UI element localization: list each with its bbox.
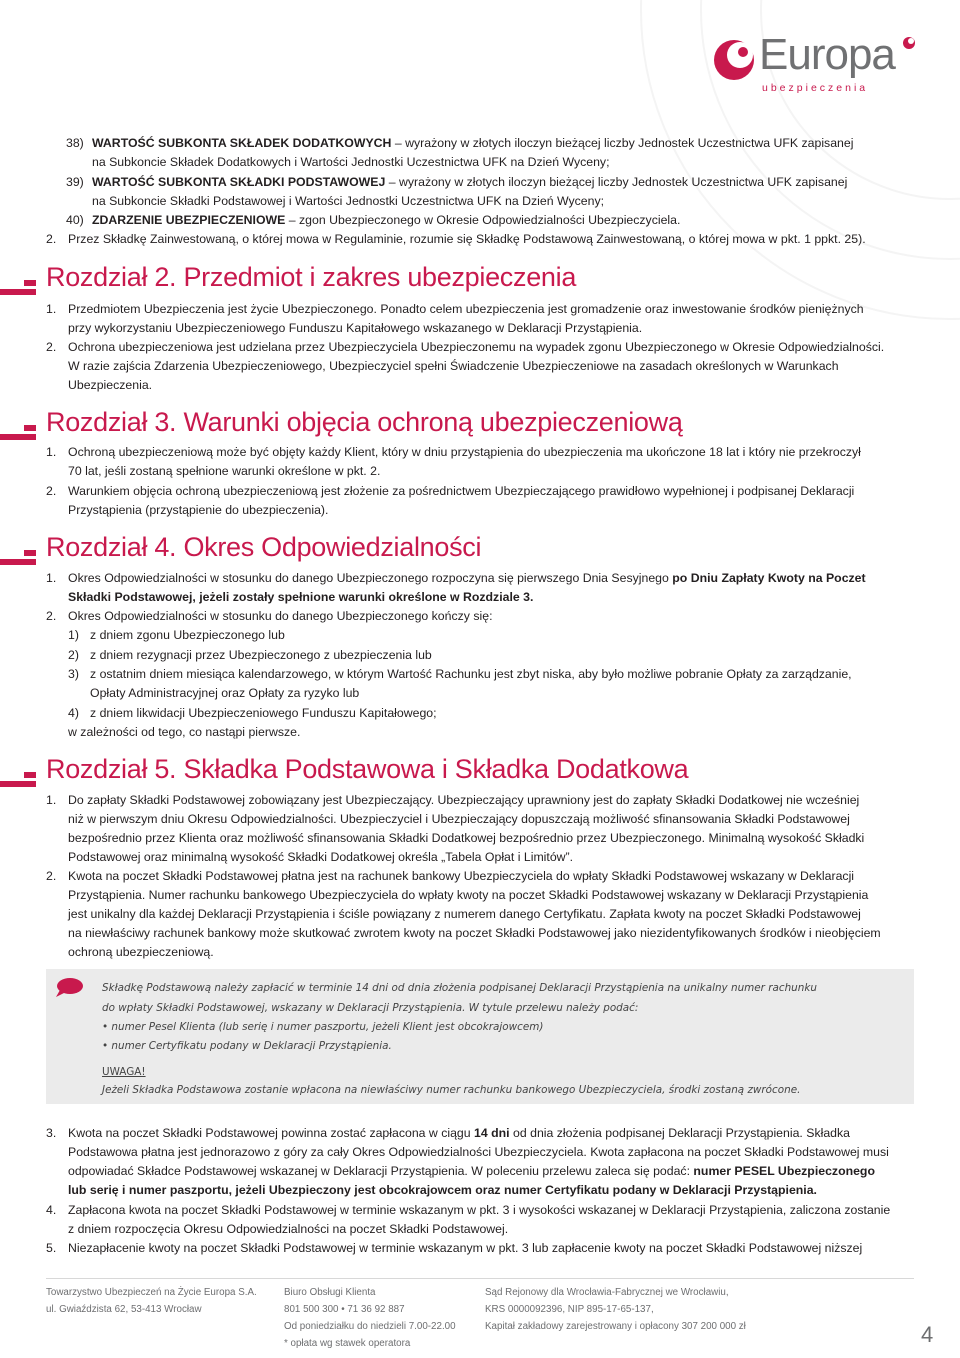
footer-contact-phone: 801 500 300 • 71 36 92 887 — [284, 1304, 405, 1315]
footer-contact-hours: Od poniedziałku do niedzieli 7.00-22.00 — [284, 1321, 456, 1332]
info-note-box — [46, 969, 914, 1104]
ch5-p5-line1: Niezapłacenie kwoty na poczet Składki Podstawowej w terminie wskazanym w pkt. 3 lub zapłacenie kwoty na poczet Składki Podstawowej niższej — [68, 1241, 863, 1255]
ch5-p2-line1: Kwota na poczet Składki Podstawowej płatna jest na rachunek bankowy Ubezpieczyciela do wpłaty Składki Podstawowej wskazany w Deklaracji — [68, 869, 855, 883]
heading-marker — [0, 289, 36, 295]
def-40-text: – zgon Ubezpieczonego w Okresie Odpowiedzialności Ubezpieczyciela. — [285, 213, 681, 227]
ch2-p2-number: 2. — [46, 340, 57, 354]
ch3-p1-number: 1. — [46, 445, 57, 459]
ch5-p2-line3: jest unikalny dla każdej Deklaracji Przystąpienia i ściśle powiązany z numerem danego Certyfikatu. Zapłata kwoty na poczet Składki Podstawowej — [68, 907, 861, 921]
ch5-p5-number: 5. — [46, 1241, 57, 1255]
footer-registry-court: Sąd Rejonowy dla Wrocławia-Fabrycznej we Wrocławiu, — [485, 1287, 729, 1298]
heading-marker — [24, 425, 36, 431]
chapter-4-title: Rozdział 4. Okres Odpowiedzialności — [46, 532, 482, 562]
para-2-text: Przez Składkę Zainwestowaną, o której mowa w Regulaminie, rozumie się Składkę Podstawową Zainwestowaną, o której mowa w pkt. 1 ppkt. 25). — [68, 232, 866, 246]
ch4-p1-text: Okres Odpowiedzialności w stosunku do danego Ubezpieczonego rozpoczyna się pierwszego Dnia Sesyjnego — [68, 571, 673, 585]
ch5-p1-line2: niż w pierwszym dniu Okresu Odpowiedzialności. Ubezpieczyciel i Ubezpieczający dopuszczają możliwość sfinansowania Składki Podstawowej — [68, 812, 850, 826]
def-40 — [92, 211, 914, 230]
ch4-s1: z dniem zgonu Ubezpieczonego lub — [90, 628, 285, 642]
ch5-p3-line2: Podstawowa płatna jest jednorazowo z góry za cały Okres Odpowiedzialności Ubezpieczyciela. Kwota zapłacona na poczet Składki Podstawowej musi — [68, 1145, 889, 1159]
ch4-s3-number: 3) — [68, 667, 79, 681]
footer-contact-title: Biuro Obsługi Klienta — [284, 1287, 376, 1298]
page-footer — [0, 1278, 960, 1358]
ch4-s4-number: 4) — [68, 706, 79, 720]
ch3-p2-line1: Warunkiem objęcia ochroną ubezpieczeniową jest złożenie za pośrednictwem Ubezpieczającego prawidłowo wypełnionej i podpisanej Deklaracji — [68, 484, 855, 498]
europa-logo-icon — [712, 38, 756, 82]
def-40-number: 40) — [66, 213, 84, 227]
speech-bubble-icon — [54, 977, 84, 999]
ch5-p1-number: 1. — [46, 793, 57, 807]
footer-company — [46, 1284, 257, 1318]
ch2-p1-line2: przy wykorzystaniu Ubezpieczeniowego Funduszu Kapitałowego wskazanego w Deklaracji Przystąpienia. — [68, 321, 643, 335]
ch4-p1-bold: po Dniu Zapłaty Kwoty na Poczet — [672, 571, 866, 585]
ch5-p4-line2: z dniem rozpoczęcia Okresu Odpowiedzialności na poczet Składki Podstawowej. — [68, 1222, 509, 1236]
def-38-number: 38) — [66, 136, 84, 150]
logo-dot-icon — [902, 36, 916, 50]
ch5-p3-text-a: Kwota na poczet Składki Podstawowej powinna zostać zapłacona w ciągu — [68, 1126, 475, 1140]
ch3-p1-line1: Ochroną ubezpieczeniową może być objęty każdy Klient, który w dniu przystąpienia do ubezpieczenia ma ukończone 18 lat i który nie przekroczył — [68, 445, 861, 459]
heading-marker — [24, 550, 36, 556]
note-warning-label: UWAGA! — [102, 1066, 146, 1078]
ch3-p1-line2: 70 lat, jeśli zostaną spełnione warunki określone w pkt. 2. — [68, 464, 381, 478]
ch5-p4-number: 4. — [46, 1203, 57, 1217]
ch4-p2-line1: Okres Odpowiedzialności w stosunku do danego Ubezpieczonego kończy się: — [68, 609, 493, 623]
ch5-p1-line1: Do zapłaty Składki Podstawowej zobowiązany jest Ubezpieczający. Ubezpieczający uprawniony jest do zapłaty Składki Dodatkowej nie wcześniej — [68, 793, 860, 807]
footer-company-address: ul. Gwiaździsta 62, 53-413 Wrocław — [46, 1304, 202, 1315]
ch5-p3-line4: lub serię i numer paszportu, jeżeli Ubezpieczony jest obcokrajowcem oraz numer Certyfikatu podany w Deklaracji Przystąpienia. — [68, 1183, 817, 1197]
footer-registry — [485, 1284, 746, 1335]
ch4-s1-number: 1) — [68, 628, 79, 642]
ch2-p2-line1: Ochrona ubezpieczeniowa jest udzielana przez Ubezpieczyciela Ubezpieczonemu na wypadek zgonu Ubezpieczonego w Okresie Odpowiedzialności. — [68, 340, 885, 354]
ch3-p2-number: 2. — [46, 484, 57, 498]
ch5-p3-bold-3b: numer PESEL Ubezpieczonego — [693, 1164, 875, 1178]
note-line-2: do wpłaty Składki Podstawowej, wskazany w Deklaracji Przystąpienia. W tytule przelewu należy podać: — [102, 1002, 639, 1014]
def-40-term: ZDARZENIE UBEZPIECZENIOWE — [92, 213, 286, 227]
footer-registry-capital: Kapitał zakładowy zarejestrowany i opłacony 307 200 000 zł — [485, 1321, 746, 1332]
ch5-p2-line5: ochroną ubezpieczeniową. — [68, 945, 214, 959]
def-38-text: – wyrażony w złotych iloczyn bieżącej liczby Jednostek Uczestnictwa UFK zapisanej — [391, 136, 854, 150]
ch5-p3-text-3a: odpowiadać Składce Podstawowej wskazanej w Deklaracji Przystąpienia. W poleceniu przelewu zaleca się podać: — [68, 1164, 694, 1178]
ch4-p1-line1 — [68, 569, 914, 588]
def-39-term: WARTOŚĆ SUBKONTA SKŁADKI PODSTAWOWEJ — [92, 175, 386, 189]
note-line-1: Składkę Podstawową należy zapłacić w terminie 14 dni od dnia złożenia podpisanej Deklaracji Przystąpienia na unikalny numer rachunku — [102, 982, 817, 994]
ch5-p3-line1 — [68, 1124, 914, 1143]
def-39 — [92, 173, 914, 192]
def-38-term: WARTOŚĆ SUBKONTA SKŁADEK DODATKOWYCH — [92, 136, 392, 150]
ch4-s2: z dniem rezygnacji przez Ubezpieczonego z ubezpieczenia lub — [90, 648, 432, 662]
ch2-p2-line3: Ubezpieczenia. — [68, 378, 153, 392]
def-39-number: 39) — [66, 175, 84, 189]
heading-marker — [24, 772, 36, 778]
ch5-p3-text-c: od dnia złożenia podpisanej Deklaracji Przystąpienia. Składka — [509, 1126, 851, 1140]
ch4-s2-number: 2) — [68, 648, 79, 662]
ch5-p3-bold: 14 dni — [474, 1126, 510, 1140]
heading-marker — [24, 280, 36, 286]
ch5-p3-number: 3. — [46, 1126, 57, 1140]
ch4-s3-line2: Opłaty Administracyjnej oraz Opłaty za ryzyko lub — [90, 686, 360, 700]
ch4-p1-number: 1. — [46, 571, 57, 585]
ch5-p2-line2: Przystąpienia. Numer rachunku bankowego Ubezpieczyciela do wpłaty kwoty na poczet Składki Podstawowej wskazany w Deklaracji Przystąpienia — [68, 888, 869, 902]
ch5-p1-line3: bezpośrednio przez Klienta oraz możliwość sfinansowania Składki Dodatkowej bezpośrednio przez Ubezpieczonego. Minimalną wysokość Składki — [68, 831, 865, 845]
footer-contact-note: * opłata wg stawek operatora — [284, 1338, 411, 1349]
para-2-number: 2. — [46, 232, 57, 246]
heading-marker — [0, 559, 36, 565]
chapter-5-title: Rozdział 5. Składka Podstawowa i Składka Dodatkowa — [46, 754, 689, 784]
ch3-p2-line2: Przystąpienia (przystąpienie do ubezpieczenia). — [68, 503, 329, 517]
heading-marker — [0, 434, 36, 440]
logo-brand: Europa — [759, 30, 895, 79]
footer-contact — [284, 1284, 456, 1352]
ch4-s4: z dniem likwidacji Ubezpieczeniowego Funduszu Kapitałowego; — [90, 706, 437, 720]
ch5-p1-line4: Podstawowej oraz minimalną wysokość Składki Dodatkowej określa „Tabela Opłat i Limitów”. — [68, 850, 574, 864]
footer-divider — [46, 1278, 914, 1279]
page-number: 4 — [921, 1322, 934, 1347]
footer-company-name: Towarzystwo Ubezpieczeń na Życie Europa S.A. — [46, 1287, 257, 1298]
ch5-p4-line1: Zapłacona kwota na poczet Składki Podstawowej w terminie wskazanym w pkt. 3 i wysokości wskazanej w Deklaracji Przystąpienia, zaliczona zostanie — [68, 1203, 891, 1217]
logo-sub: ubezpieczenia — [762, 82, 869, 94]
ch2-p2-line2: W razie zajścia Zdarzenia Ubezpieczeniowego, Ubezpieczyciel spełni Świadczenie Ubezpieczeniowe na zasadach określonych w Warunkach — [68, 359, 839, 373]
note-line-3: • numer Pesel Klienta (lub serię i numer paszportu, jeżeli Klient jest obcokrajowcem) — [102, 1021, 544, 1033]
def-38-line2: na Subkoncie Składek Dodatkowych i Wartości Jednostki Uczestnictwa UFK na Dzień Wyceny; — [92, 155, 610, 169]
def-39-text: – wyrażony w złotych iloczyn bieżącej liczby Jednostek Uczestnictwa UFK zapisanej — [385, 175, 848, 189]
chapter-3-title: Rozdział 3. Warunki objęcia ochroną ubezpieczeniową — [46, 407, 683, 437]
def-38 — [92, 134, 914, 153]
ch4-p1-line2: Składki Podstawowej, jeżeli zostały spełnione warunki określone w Rozdziale 3. — [68, 590, 534, 604]
ch5-p2-line4: na niewłaściwy rachunek bankowy może skutkować zwrotem kwoty na poczet Składki Podstawowej jako niezidentyfikowanych środków i nieobjęciem — [68, 926, 881, 940]
def-39-line2: na Subkoncie Składki Podstawowej i Wartości Jednostki Uczestnictwa UFK na Dzień Wyceny; — [92, 194, 605, 208]
footer-registry-krs: KRS 0000092396, NIP 895-17-65-137, — [485, 1304, 654, 1315]
ch2-p1-number: 1. — [46, 302, 57, 316]
heading-marker — [0, 781, 36, 787]
europa-logo — [712, 30, 922, 94]
ch5-p2-number: 2. — [46, 869, 57, 883]
ch4-s3-line1: z ostatnim dniem miesiąca kalendarzowego, w którym Wartość Rachunku jest zbyt niska, aby było możliwe pobranie Opłaty za zarządzanie, — [90, 667, 852, 681]
ch2-p1-line1: Przedmiotem Ubezpieczenia jest życie Ubezpieczonego. Ponadto celem ubezpieczenia jest gromadzenie oraz inwestowanie środków pieniężnych — [68, 302, 864, 316]
ch4-p2-number: 2. — [46, 609, 57, 623]
note-line-4: • numer Certyfikatu podany w Deklaracji Przystąpienia. — [102, 1040, 392, 1052]
ch4-tail: w zależności od tego, co nastąpi pierwsze. — [68, 725, 301, 739]
ch5-p3-line3 — [68, 1162, 914, 1181]
note-line-5: Jeżeli Składka Podstawowa zostanie wpłacona na niewłaściwy numer rachunku bankowego Ubezpieczyciela, środki zostaną zwrócone. — [102, 1084, 801, 1096]
chapter-2-title: Rozdział 2. Przedmiot i zakres ubezpieczenia — [46, 262, 577, 292]
